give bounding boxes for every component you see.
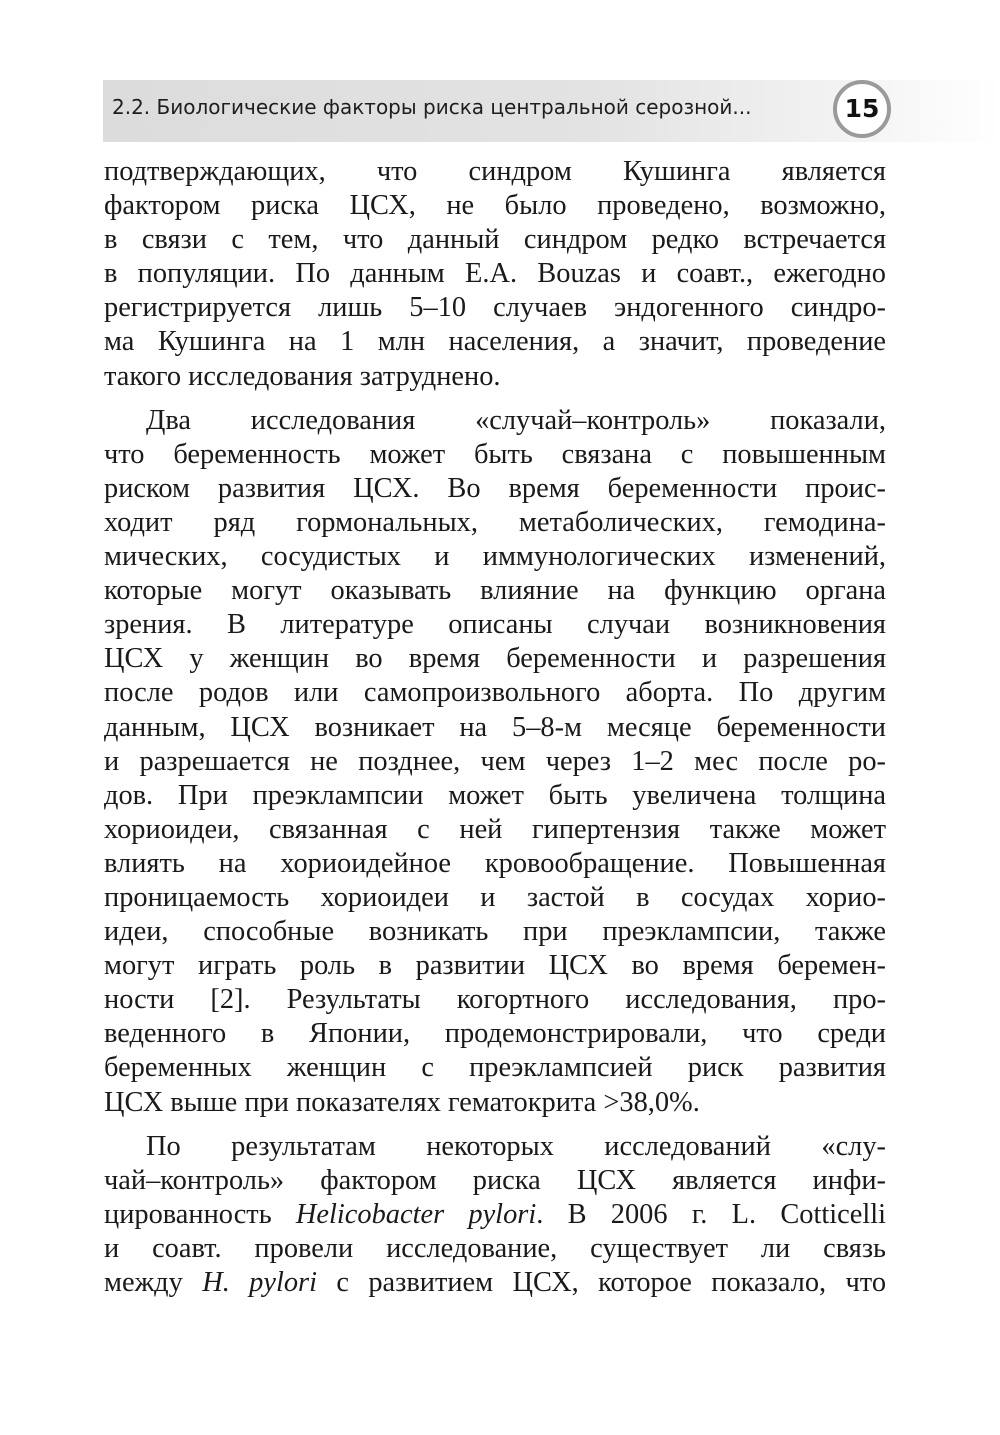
text-line: ЦСХ выше при показателях гематокрита >38,0%.	[104, 1086, 700, 1118]
text-line	[104, 1198, 886, 1232]
text-line: могут играть роль в развитии ЦСХ во время беремен-	[104, 950, 886, 982]
text-line: проницаемость хориоидеи и застой в сосудах хорио-	[104, 881, 886, 913]
paragraph-2	[104, 404, 886, 1120]
text-line: ма Кушинга на 1 млн населения, а значит, проведение	[104, 326, 886, 358]
text-fragment: . В 2006 г. L. Cotticelli	[536, 1198, 886, 1230]
text-fragment: с развитием ЦСХ, которое показало, что	[317, 1267, 886, 1298]
text-line: ходит ряд гормональных, метаболических, гемодина-	[104, 506, 886, 538]
text-fragment: между	[104, 1267, 203, 1298]
text-line: мических, сосудистых и иммунологических изменений,	[104, 541, 886, 573]
text-line: влиять на хориоидейное кровообращение. Повышенная	[104, 847, 886, 879]
text-line: после родов или самопроизвольного аборта. По другим	[104, 677, 886, 709]
page-number: 15	[844, 94, 880, 123]
text-line: и соавт. провели исследование, существует ли связь	[104, 1232, 886, 1264]
text-line: регистрируется лишь 5–10 случаев эндогенного синдро-	[104, 292, 886, 324]
text-line: и разрешается не позднее, чем через 1–2 мес после ро-	[104, 745, 886, 777]
text-line	[104, 1266, 886, 1300]
running-title: 2.2. Биологические факторы риска центральной серозной...	[112, 95, 752, 119]
text-line: данным, ЦСХ возникает на 5–8-м месяце беременности	[104, 711, 886, 743]
text-line: чай–контроль» фактором риска ЦСХ является инфи-	[104, 1164, 886, 1196]
text-line: По результатам некоторых исследований «слу-	[146, 1130, 886, 1162]
text-line: которые могут оказывать влияние на функцию органа	[104, 575, 886, 607]
text-line: беременных женщин с преэклампсией риск развития	[104, 1052, 886, 1084]
species-name: Helicobacter pylori	[295, 1198, 537, 1230]
text-line: в популяции. По данным E.A. Bouzas и соавт., ежегодно	[104, 258, 886, 290]
text-line: зрения. В литературе описаны случаи возникновения	[104, 609, 886, 641]
page-body	[104, 155, 886, 1300]
text-line: что беременность может быть связана с повышенным	[104, 438, 886, 470]
text-line: такого исследования затруднено.	[104, 360, 501, 392]
text-line: дов. При преэклампсии может быть увеличена толщина	[104, 779, 886, 811]
text-line: риском развития ЦСХ. Во время беременности проис-	[104, 472, 886, 504]
text-line: Два исследования «случай–контроль» показали,	[146, 404, 886, 436]
text-line: в связи с тем, что данный синдром редко встречается	[104, 224, 886, 256]
text-line: ности [2]. Результаты когортного исследования, про-	[104, 984, 886, 1016]
text-line: идеи, способные возникать при преэклампсии, также	[104, 916, 886, 948]
paragraph-1	[104, 155, 886, 394]
text-fragment: цированность	[104, 1198, 296, 1230]
text-line: ЦСХ у женщин во время беременности и разрешения	[104, 643, 886, 675]
species-name: H. pylori	[202, 1267, 317, 1298]
text-line: веденного в Японии, продемонстрировали, что среди	[104, 1018, 886, 1050]
paragraph-3	[104, 1130, 886, 1300]
text-line: фактором риска ЦСХ, не было проведено, возможно,	[104, 190, 886, 222]
text-line: хориоидеи, связанная с ней гипертензия также может	[104, 813, 886, 845]
text-line: подтверждающих, что синдром Кушинга является	[104, 156, 886, 187]
